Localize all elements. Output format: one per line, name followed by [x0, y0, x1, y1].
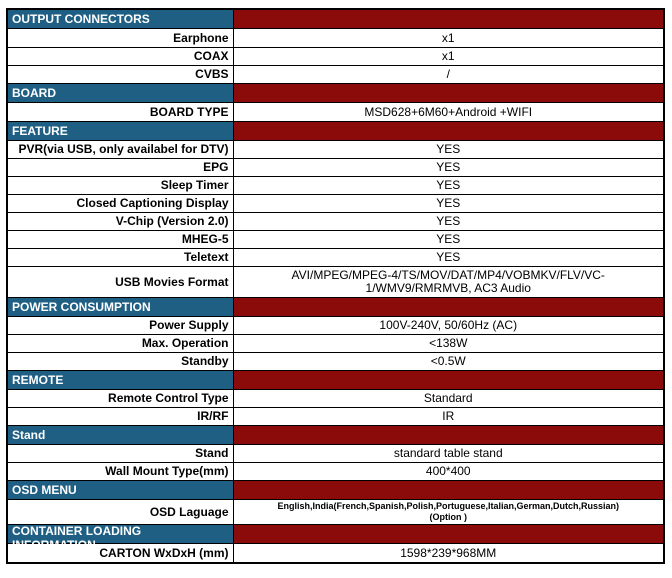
table-row — [7, 231, 664, 249]
section-bar — [233, 84, 664, 103]
row-value: 100V-240V, 50/60Hz (AC) — [233, 317, 664, 335]
row-label: Teletext — [7, 249, 233, 267]
table-row — [7, 103, 664, 122]
table-row — [7, 29, 664, 48]
row-value: YES — [233, 177, 664, 195]
row-value — [233, 500, 664, 525]
table-row — [7, 141, 664, 159]
section-board — [7, 84, 664, 103]
table-row — [7, 500, 664, 525]
row-value: YES — [233, 213, 664, 231]
table-row — [7, 463, 664, 481]
table-row — [7, 66, 664, 84]
section-title: CONTAINER LOADING INFORMATION — [12, 524, 142, 552]
section-bar — [233, 371, 664, 390]
row-value: 1598*239*968MM — [233, 544, 664, 564]
row-label: EPG — [7, 159, 233, 177]
row-value: <0.5W — [233, 353, 664, 371]
section-title: POWER CONSUMPTION — [7, 298, 233, 317]
table-row — [7, 213, 664, 231]
row-label: Power Supply — [7, 317, 233, 335]
row-value: standard table stand — [233, 445, 664, 463]
value-line: AVI/MPEG/MPEG-4/TS/MOV/DAT/MP4/VOBMKV/FLV/VC- — [291, 268, 605, 282]
row-value: IR — [233, 408, 664, 426]
table-row — [7, 48, 664, 66]
section-bar — [233, 426, 664, 445]
table-row — [7, 390, 664, 408]
table-row — [7, 317, 664, 335]
value-line: English,India(French,Spanish,Polish,Portuguese,Italian,German,Dutch,Russian) — [277, 501, 620, 511]
section-title: REMOTE — [7, 371, 233, 390]
row-value: MSD628+6M60+Android +WIFI — [233, 103, 664, 122]
row-label: Stand — [7, 445, 233, 463]
section-power-consumption — [7, 298, 664, 317]
section-osd-menu — [7, 481, 664, 500]
row-label: CARTON WxDxH (mm) — [7, 544, 233, 564]
section-output-connectors — [7, 9, 664, 29]
row-label: Standby — [7, 353, 233, 371]
section-remote — [7, 371, 664, 390]
row-value: x1 — [233, 48, 664, 66]
section-container-loading — [7, 525, 664, 544]
section-title: OSD MENU — [7, 481, 233, 500]
row-label: PVR(via USB, only availabel for DTV) — [7, 141, 233, 159]
table-row — [7, 195, 664, 213]
row-label: Max. Operation — [7, 335, 233, 353]
table-row — [7, 249, 664, 267]
table-row — [7, 335, 664, 353]
row-value: <138W — [233, 335, 664, 353]
value-line: 1/WMV9/RMRMVB, AC3 Audio — [365, 281, 531, 295]
table-row — [7, 159, 664, 177]
row-label: Sleep Timer — [7, 177, 233, 195]
value-line: (Option ) — [429, 512, 467, 522]
section-stand — [7, 426, 664, 445]
row-value — [233, 267, 664, 298]
section-bar — [233, 122, 664, 141]
row-label: Earphone — [7, 29, 233, 48]
row-value: 400*400 — [233, 463, 664, 481]
section-bar — [233, 9, 664, 29]
section-title: BOARD — [7, 84, 233, 103]
table-row — [7, 177, 664, 195]
section-title-cell — [7, 524, 233, 552]
row-value: Standard — [233, 390, 664, 408]
section-title: OUTPUT CONNECTORS — [7, 9, 233, 29]
section-bar — [233, 298, 664, 317]
table-row — [7, 544, 664, 564]
row-label: IR/RF — [7, 408, 233, 426]
table-row — [7, 353, 664, 371]
row-value: YES — [233, 249, 664, 267]
section-title: FEATURE — [7, 122, 233, 141]
row-label: CVBS — [7, 66, 233, 84]
row-value: YES — [233, 195, 664, 213]
row-label: OSD Laguage — [7, 500, 233, 525]
row-label: USB Movies Format — [7, 267, 233, 298]
row-value: x1 — [233, 29, 664, 48]
spec-table — [6, 8, 665, 564]
section-bar — [233, 525, 664, 544]
row-label: Wall Mount Type(mm) — [7, 463, 233, 481]
section-title: Stand — [7, 426, 233, 445]
section-feature — [7, 122, 664, 141]
row-value: / — [233, 66, 664, 84]
row-label: MHEG-5 — [7, 231, 233, 249]
clipped-title — [12, 524, 229, 552]
row-label: BOARD TYPE — [7, 103, 233, 122]
table-row — [7, 445, 664, 463]
table-row — [7, 408, 664, 426]
row-value: YES — [233, 141, 664, 159]
section-bar — [233, 481, 664, 500]
row-label: Remote Control Type — [7, 390, 233, 408]
row-label: COAX — [7, 48, 233, 66]
row-label: Closed Captioning Display — [7, 195, 233, 213]
row-label: V-Chip (Version 2.0) — [7, 213, 233, 231]
table-row — [7, 267, 664, 298]
row-value: YES — [233, 159, 664, 177]
row-value: YES — [233, 231, 664, 249]
